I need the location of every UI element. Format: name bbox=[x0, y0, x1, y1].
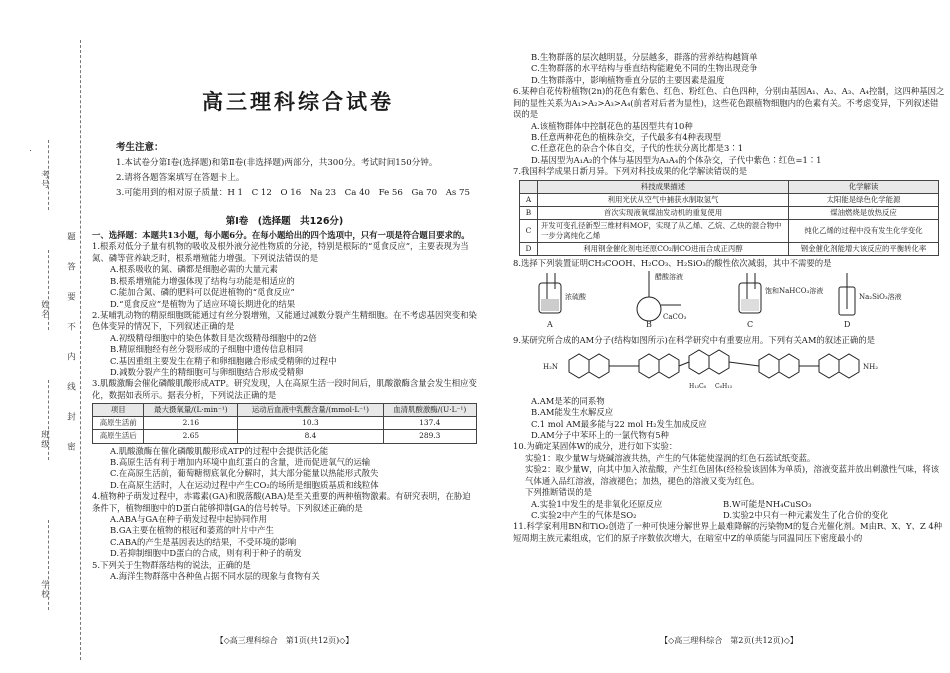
apparatus-c bbox=[739, 273, 761, 313]
option-row bbox=[513, 510, 945, 521]
apparatus-figure bbox=[519, 269, 939, 331]
question-4: 4.植物种子萌发过程中，赤霉素(GA)和脱落酸(ABA)是至关重要的两种植物激素。有研究表明，在胁迫条件下，植物细胞中的D蛋白能够抑制GA的信号转导。下列叙述正确的是 bbox=[92, 491, 471, 513]
note-text: 浓硫酸 bbox=[565, 293, 586, 302]
option: B.生物群落的层次越明显，分层越多，群落的营养结构越简单 bbox=[531, 52, 758, 62]
option: A.AM是苯的同系物 bbox=[531, 395, 605, 406]
option: C.能加合氮、磷的肥料可以促进植物的“觅食反应” bbox=[110, 287, 295, 298]
option: D.生物群落中，影响植物垂直分层的主要因素是温度 bbox=[531, 74, 725, 85]
option: C.1 mol AM最多能与22 mol H₂发生加成反应 bbox=[531, 418, 707, 429]
option: A.该植物群体中控制花色的基因型共有10种 bbox=[531, 120, 693, 131]
apparatus-label: A bbox=[547, 320, 553, 330]
table-row bbox=[520, 206, 939, 219]
option: D.基因型为A₁A₂的个体与基因型为A₃A₄的个体杂交，子代中紫色∶红色=1∶1 bbox=[531, 154, 822, 165]
label-kaohao: 考号 bbox=[39, 170, 50, 189]
table-header: 运动后血液中乳酸含量/(mmol·L⁻¹) bbox=[238, 404, 383, 417]
option: C.实验2中产生的气体是SO₂ bbox=[531, 509, 637, 520]
binding-strip bbox=[0, 0, 92, 673]
option: B.精原细胞经有丝分裂形成的子细胞中遗传信息相同 bbox=[110, 344, 304, 355]
table-cell: 开发可变孔径新型三维材料MOF，实现了从乙烯、乙烷、乙炔的混合物中一步分离纯化乙烯 bbox=[538, 219, 789, 242]
table-header: 科技成果描述 bbox=[538, 180, 789, 193]
apparatus-d bbox=[839, 273, 855, 315]
table-cell: C bbox=[520, 219, 538, 242]
am-structure bbox=[519, 346, 939, 392]
apparatus-label: D bbox=[844, 320, 851, 330]
table-cell: 煤油燃烧是放热反应 bbox=[789, 206, 939, 219]
table-cell: D bbox=[520, 242, 538, 255]
table-row bbox=[93, 430, 477, 443]
seal-char: 不 bbox=[65, 322, 76, 332]
option: A.初级精母细胞中的染色体数目是次级精母细胞中的2倍 bbox=[110, 332, 317, 343]
volume-title: 第Ⅰ卷 (选择题 共126分) bbox=[225, 216, 344, 227]
option-row bbox=[513, 499, 945, 510]
table-cell: 高原生活后 bbox=[93, 430, 144, 443]
label-xingming: 姓名 bbox=[39, 300, 50, 319]
apparatus-a bbox=[539, 273, 561, 313]
table-cell: 2.65 bbox=[144, 430, 238, 443]
note-text: Na₂SiO₃溶液 bbox=[859, 293, 902, 302]
table-cell: 利用光伏从空气中捕获水制取氢气 bbox=[538, 193, 789, 206]
seal-char: 答 bbox=[65, 262, 76, 272]
seal-char: 线 bbox=[65, 382, 76, 392]
option: B.GA主要在植物的根冠和萎蔫的叶片中产生 bbox=[110, 525, 274, 536]
option: C.生物群落的水平结构与垂直结构能避免不同的生物出现竞争 bbox=[531, 63, 758, 74]
option: C.ABA的产生是基因表达的结果，不受环境的影响 bbox=[110, 536, 297, 547]
table-header: 血清肌酸激酶/(U·L⁻¹) bbox=[383, 404, 476, 417]
table-cell: B bbox=[520, 206, 538, 219]
table-cell: 纯化乙烯的过程中没有发生化学变化 bbox=[789, 219, 939, 242]
table-cell: 太阳能是绿色化学能源 bbox=[789, 193, 939, 206]
footer-left: 【◇高三理科综合 第1页(共12页)◇】 bbox=[215, 636, 354, 645]
page-left bbox=[92, 0, 477, 673]
apparatus-label: B bbox=[646, 320, 652, 330]
q7-table bbox=[519, 180, 939, 256]
structure-rings bbox=[569, 350, 859, 378]
notice-box bbox=[116, 140, 476, 201]
table-row bbox=[520, 242, 939, 255]
table-cell: 利用钢金催化剂电还原CO₂制CO进而合成正丙醇 bbox=[538, 242, 789, 255]
text-line: 实验2：取少量W，向其中加入浓盐酸，产生红色固体(经检验该固体为单质)，溶液变蓝并放出刺激性气味，将该气体通入品红溶液，溶液褪色；加热，褪色的溶液又变为红色。 bbox=[525, 464, 940, 486]
option: B.W可能是NH₄CuSO₃ bbox=[723, 498, 812, 509]
option: A.肌酸激酶在催化磷酸肌酸形成ATP的过程中会提供活化能 bbox=[110, 445, 329, 456]
table-row bbox=[520, 193, 939, 206]
section-intro: 一、选择题：本题共13小题，每小题6分。在每小题给出的四个选项中，只有一项是符合题目要求的。 bbox=[92, 230, 470, 240]
left-body bbox=[92, 230, 477, 583]
right-body bbox=[513, 52, 945, 544]
option: D.在高原生活时，人在运动过程中产生CO₂的场所是细胞质基质和线粒体 bbox=[110, 479, 379, 490]
option: C.任意花色的杂合个体自交，子代的性状分离比都是3∶1 bbox=[531, 143, 744, 154]
notice-item: 3.可能用到的相对原子质量：H 1 C 12 O 16 Na 23 Ca 40 Fe 56 Ga 70 As 75 bbox=[116, 187, 470, 198]
option: C.基因重组主要发生在精子和卵细胞融合形成受精卵的过程中 bbox=[110, 355, 337, 366]
table-cell: A bbox=[520, 193, 538, 206]
option: B.根系增殖能力增强体现了结构与功能是相适应的 bbox=[110, 275, 295, 286]
label-banji: 班级 bbox=[39, 430, 50, 449]
struct-text: H₂N bbox=[543, 363, 559, 372]
option: B.任意两种花色的植株杂交，子代最多有4种表现型 bbox=[531, 131, 722, 142]
option: B.AM能发生水解反应 bbox=[531, 407, 614, 418]
page-title: 高三理科综合试卷 bbox=[202, 90, 394, 114]
question-6: 6.某种自花传粉植物(2n)的花色有紫色、红色、粉红色、白色四种，分别由基因A₁、A₂、A₃、A₄控制，这四种基因之间的显性关系为A₁>A₂>A₃>A₄(前者对后者为显性)，这些花色跟植物细胞内的色素有关。不考虑变异，下列叙述错误的是 bbox=[513, 86, 945, 120]
question-1: 1.根系对低分子量有机物的吸收及根外液分泌性物质的分泌，特别是根际的“觅食反应”，主要表现为当氮、磷等营养缺乏时，根系增殖能力增强。下列说法错误的是 bbox=[92, 241, 469, 263]
table-cell: 2.16 bbox=[144, 417, 238, 430]
table-header: 最大摄氧量/(L·min⁻¹) bbox=[144, 404, 238, 417]
table-header: 化学解读 bbox=[789, 180, 939, 193]
table-cell: 10.3 bbox=[238, 417, 383, 430]
page-right bbox=[513, 0, 945, 673]
question-10: 10.为确定某固体W的成分，进行如下实验： bbox=[513, 441, 678, 452]
table-header bbox=[520, 180, 538, 193]
option: A.实验1中发生的是非氧化还原反应 bbox=[531, 498, 663, 509]
option: D.“觅食反应”是植物为了适应环境长期进化的结果 bbox=[110, 298, 296, 309]
apparatus-label: C bbox=[747, 320, 754, 330]
notice-heading: 考生注意： bbox=[116, 142, 164, 153]
question-5: 5.下列关于生物群落结构的说法，正确的是 bbox=[92, 559, 251, 570]
option: D.AM分子中苯环上的一氯代物有5种 bbox=[531, 429, 669, 440]
footer-right: 【◇高三理科综合 第2页(共12页)◇】 bbox=[660, 636, 798, 645]
option: D.实验2中只有一种元素发生了化合价的变化 bbox=[723, 509, 889, 520]
notice-item: 2.请将各题答案填写在答题卡上。 bbox=[116, 173, 245, 184]
notice-item: 1.本试卷分第Ⅰ卷(选择题)和第Ⅱ卷(非选择题)两部分，共300分。考试时间150分钟。 bbox=[116, 158, 438, 169]
seal-char: 内 bbox=[65, 352, 76, 362]
table-cell: 8.4 bbox=[238, 430, 383, 443]
seal-char: 要 bbox=[65, 292, 76, 302]
note-text: 饱和NaHCO₃溶液 bbox=[765, 287, 824, 296]
note-text: 醋酸溶液 bbox=[655, 273, 683, 282]
note-text: CaCO₃ bbox=[663, 313, 687, 322]
seal-char: 题 bbox=[65, 232, 76, 242]
option: A.海洋生物群落中各种鱼占据不同水层的现象与食物有关 bbox=[110, 571, 320, 582]
struct-text: NH₂ bbox=[863, 363, 879, 372]
option: C.在高原生活前，葡萄糖彻底氧化分解时，其大部分能量以热能形式散失 bbox=[110, 468, 379, 479]
option: D.若抑制细胞中D蛋白的合成，则有利于种子的萌发 bbox=[110, 548, 302, 559]
question-11: 11.科学家利用BN和TiO₂创造了一种可快速分解世界上最难降解的污染物M的复合光催化剂。M由R、X、Y、Z 4种短周期主族元素组成，它们的原子序数依次增大，在暗室中Z的单质能与同温同压下密度最小的 bbox=[513, 521, 943, 543]
option: A.ABA与GA在种子萌发过程中起协同作用 bbox=[110, 514, 267, 525]
table-header: 项目 bbox=[93, 404, 144, 417]
table-cell: 289.3 bbox=[383, 430, 476, 443]
question-8: 8.选择下列装置证明CH₃COOH、H₂CO₃、H₂SiO₃的酸性依次减弱，其中不需要的是 bbox=[513, 258, 832, 269]
question-2: 2.某哺乳动物的精原细胞既能通过有丝分裂增殖，又能通过减数分裂产生精细胞。在不考虑基因突变和染色体变异的情况下，下列叙述正确的是 bbox=[92, 309, 477, 332]
q3-table bbox=[92, 403, 477, 443]
table-row bbox=[520, 219, 939, 242]
table-cell: 高原生活前 bbox=[93, 417, 144, 430]
label-xuexiao: 学校 bbox=[39, 580, 50, 599]
struct-text: H₁₃C₆ bbox=[689, 383, 707, 391]
question-9: 9.某研究所合成的AM分子(结构如图所示)在科学研究中有重要应用。下列有关AM的叙述正确的是 bbox=[513, 334, 876, 345]
question-3: 3.肌酸激酶会催化磷酸肌酸形成ATP。研究发现，人在高原生活一段时间后，肌酸激酶含量会发生相应变化，数据如表所示。据表分析，下列说法正确的是 bbox=[92, 378, 477, 400]
question-7: 7.我国科学成果日新月异。下列对科技成果的化学解读错误的是 bbox=[513, 166, 748, 177]
seal-char: 封 bbox=[65, 412, 76, 422]
text-line: 实验1：取少量W与烧碱溶液共热，产生的气体能使湿润的红色石蕊试纸变蓝。 bbox=[525, 452, 816, 463]
struct-text: C₆H₁₃ bbox=[715, 383, 733, 391]
table-cell: 137.4 bbox=[383, 417, 476, 430]
seal-line bbox=[80, 40, 81, 660]
option: B.高原生活有利于增加内环境中血红蛋白的含量，进而促进氧气的运输 bbox=[110, 456, 371, 467]
option: D.减数分裂产生的精细胞可与卵细胞结合形成受精卵 bbox=[110, 367, 304, 378]
table-cell: 首次实现液氧煤油发动机的重复使用 bbox=[538, 206, 789, 219]
option: A.根系吸收的氮、磷都是细胞必需的大量元素 bbox=[110, 264, 278, 275]
seal-char: 密 bbox=[65, 442, 76, 452]
text-line: 下列推断错误的是 bbox=[525, 487, 592, 498]
table-cell: 钢金催化剂能增大该反应的平衡转化率 bbox=[789, 242, 939, 255]
table-row bbox=[93, 417, 477, 430]
